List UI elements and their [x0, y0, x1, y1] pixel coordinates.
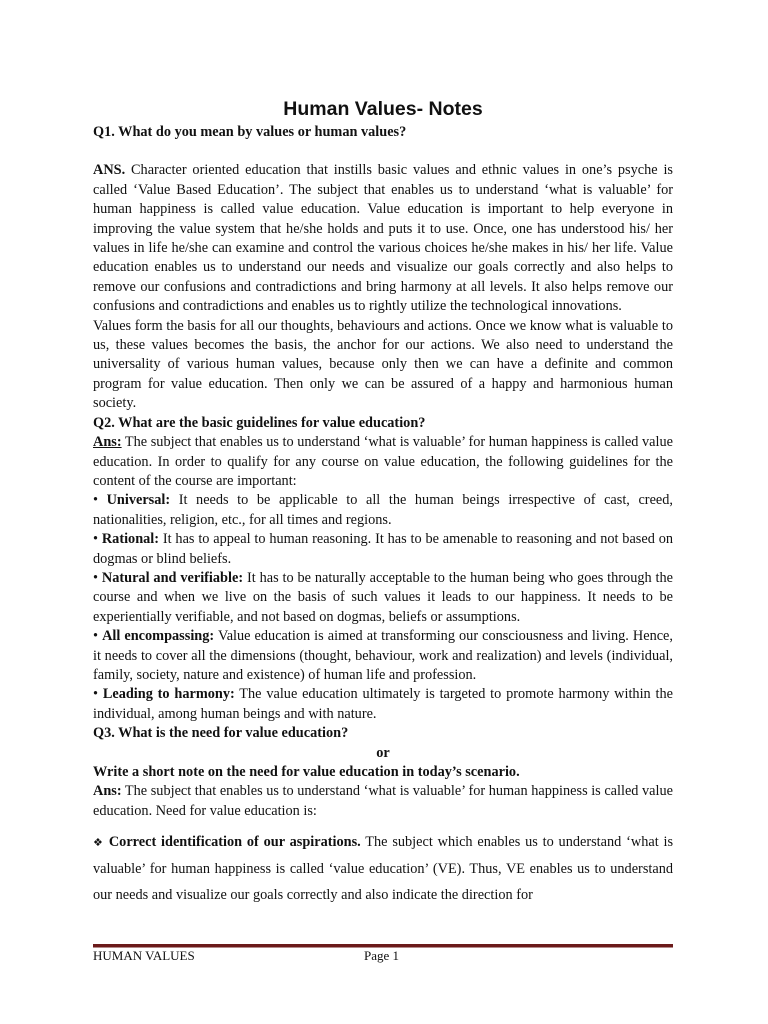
page-title: Human Values- Notes: [283, 98, 483, 120]
guideline-label: All encompassing:: [102, 628, 215, 645]
guideline-label: Rational:: [101, 531, 160, 548]
guideline-label: Natural and verifiable:: [101, 569, 244, 586]
guideline-item: [93, 491, 673, 530]
page-footer: [93, 948, 673, 966]
bullet-icon: •: [93, 531, 102, 548]
guideline-item: [93, 530, 673, 569]
guideline-text: It has to appeal to human reasoning. It has to be amenable to reasoning and not based on dogmas or blind beliefs.: [93, 531, 673, 567]
answer-1-paragraph-2: Values form the basis for all our thoughts, behaviours and actions. Once we know what is valuable to us, these values becomes the basis, the anchor for our actions. We also need to understand the universality of various human values, because only then we can have a definite and common program for value education. Then only we can be assured of a happy and harmonious human society.: [93, 317, 673, 412]
or-separator: or: [376, 744, 390, 761]
diamond-bullet-icon: ❖: [93, 836, 109, 850]
bullet-icon: •: [93, 569, 102, 586]
footer-document-name: HUMAN VALUES: [93, 948, 195, 963]
need-point: [93, 829, 673, 908]
guideline-text: It has to be naturally acceptable to the human being who goes through the course and when we live on the basis of such values it leads to our happiness. It needs to be experientially verifiable, and not based on dogmas, beliefs or assumptions.: [93, 569, 673, 625]
bullet-icon: •: [93, 628, 103, 645]
guideline-text: It needs to be applicable to all the human beings irrespective of cast, creed, nationalities, religion, etc., for all times and regions.: [93, 492, 673, 528]
guideline-text: The value education ultimately is targeted to promote harmony within the individual, among human beings and with nature.: [93, 686, 673, 722]
answer-2-label: Ans:: [93, 434, 122, 451]
answer-1-text: Character oriented education that instills basic values and ethnic values in one’s psyche is called ‘Value Based Education’. The subject that enables us to understand ‘what is valuable’ for human happiness is called value education. Value education is important to help everyone in improving the value system that he/she holds and puts it to use. Once, one has understood his/ her values in life he/she can examine and control the various choices he/she makes in his/ her life. Value education enables us to understand our needs and visualize our goals correctly and also helps to remove our confusions and contradictions and bring harmony at all levels. It also helps remove our confusions and contradictions and enables us to rightly utilize the technological innovations.: [93, 162, 673, 315]
need-point-label: Correct identification of our aspirations.: [108, 834, 361, 851]
guideline-label: Universal:: [106, 492, 171, 509]
question-1: Q1. What do you mean by values or human values?: [93, 124, 407, 140]
question-3-alternate: Write a short note on the need for value education in today’s scenario.: [93, 764, 520, 780]
answer-3-intro: [93, 782, 673, 821]
question-2: Q2. What are the basic guidelines for value education?: [93, 414, 426, 431]
bullet-icon: •: [93, 492, 107, 509]
answer-2-intro: [93, 433, 673, 491]
page-number: Page 1: [364, 948, 400, 963]
guideline-text: Value education is aimed at transforming our consciousness and living. Hence, it needs to cover all the dimensions (thought, behaviour, work and realization) and levels (individual, family, society, nature and existence) of human life and profession.: [93, 628, 673, 683]
answer-3-intro-text: The subject that enables us to understand ‘what is valuable’ for human happiness is called value education. Need for value education is:: [93, 783, 673, 819]
question-3: Q3. What is the need for value education?: [93, 725, 349, 742]
guideline-item: [93, 627, 673, 685]
guideline-item: [93, 685, 673, 724]
answer-1-paragraph: [93, 161, 673, 316]
answer-1-label: ANS.: [93, 162, 126, 179]
guideline-item: [93, 569, 673, 627]
document-body: [93, 96, 673, 908]
bullet-icon: •: [93, 686, 103, 703]
need-point-text: The subject which enables us to understand ‘what is valuable’ for human happiness is called ‘value education’ (VE). Thus, VE enables us to understand our needs and visualize our goals correctly and also indicate the direction for: [93, 834, 674, 904]
answer-3-label: Ans:: [93, 783, 122, 800]
guideline-label: Leading to harmony:: [102, 686, 235, 703]
answer-2-intro-text: The subject that enables us to understand ‘what is valuable’ for human happiness is called value education. In order to qualify for any course on value education, the following guidelines for the content of the course are important:: [93, 434, 673, 489]
